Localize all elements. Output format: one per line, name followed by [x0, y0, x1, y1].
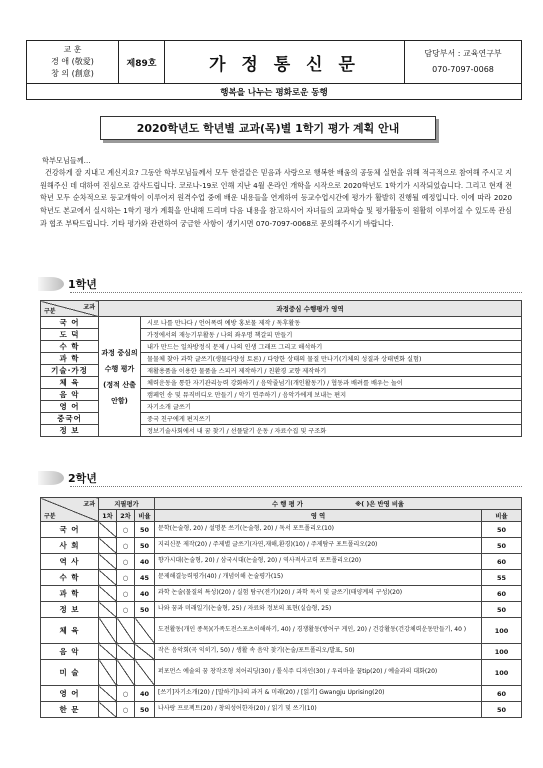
- header-test-rate: 비율: [135, 510, 155, 522]
- assessment-method-cell: 과정 중심의 수행 평가 (정적 산출 안함): [99, 317, 141, 437]
- header-performance-title: 수 행 평 가: [272, 501, 303, 508]
- second-test-cell: [117, 618, 135, 644]
- table-row: [41, 317, 522, 329]
- header-area: 영 역: [155, 510, 482, 522]
- masthead-title: 가 정 통 신 문: [165, 41, 405, 83]
- second-test-cell: ○: [117, 702, 135, 718]
- subject-cell: 국 어: [41, 522, 99, 538]
- subject-cell: 중국어: [41, 413, 99, 425]
- perf-rate-cell: 50: [482, 522, 522, 538]
- header-corner-cell: [41, 498, 99, 522]
- second-test-cell: ○: [117, 522, 135, 538]
- second-test-cell: ○: [117, 602, 135, 618]
- test-rate-cell: 50: [135, 522, 155, 538]
- first-test-cell: [99, 554, 117, 570]
- subject-cell: 과 학: [41, 586, 99, 602]
- letter-greeting: 학부모님들께...: [42, 156, 91, 165]
- area-cell: 퍼포먼스 예술의 꿈 창작조형 치어리딩(30) / 톨식주 디자인(30) / 우리마을 꿀tip(20) / 예술과의 대화(20): [155, 660, 482, 686]
- test-rate-cell: [135, 660, 155, 686]
- perf-rate-cell: 50: [482, 538, 522, 554]
- phone-number: 070-7097-0068: [432, 65, 494, 74]
- grade2-heading: [38, 470, 97, 486]
- subject-cell: 기술·가정: [41, 365, 99, 377]
- subject-cell: 한 문: [41, 702, 99, 718]
- table-row: [41, 702, 522, 718]
- subject-cell: 영 어: [41, 401, 99, 413]
- subject-cell: 국 어: [41, 317, 99, 329]
- perf-rate-cell: 100: [482, 644, 522, 660]
- test-rate-cell: [135, 644, 155, 660]
- document-title: 2020학년도 학년별 교과(목)별 1학기 평가 계획 안내: [100, 116, 436, 140]
- first-test-cell: [99, 522, 117, 538]
- grade1-table: [40, 300, 522, 437]
- section-divider: [70, 292, 522, 293]
- area-cell: 도전활동(개인 종목)(가족도전스포츠이해하기, 40) / 경쟁활동(방어구 게인, 20) / 건강활동(건강체력운동만들기, 40 ): [155, 618, 482, 644]
- table-row: [41, 602, 522, 618]
- department: 담당부서 : 교육연구부: [424, 49, 502, 58]
- perf-rate-cell: 60: [482, 554, 522, 570]
- content-cell: 물물체 찾아 과학 글쓰기(생물다양성 토론) / 다양한 상태의 물질 만나기(기체의 성질과 상태변화 실험): [141, 353, 522, 365]
- table-row: [41, 660, 522, 686]
- perf-rate-cell: 55: [482, 570, 522, 586]
- first-test-cell: [99, 618, 117, 644]
- header-perf-rate: 비율: [482, 510, 522, 522]
- subject-cell: 수 학: [41, 341, 99, 353]
- test-rate-cell: 40: [135, 586, 155, 602]
- test-rate-cell: 40: [135, 554, 155, 570]
- header-content: 과정중심 수행평가 영역: [99, 301, 522, 317]
- test-rate-cell: [135, 618, 155, 644]
- test-rate-cell: 50: [135, 602, 155, 618]
- content-cell: 중국 친구에게 편지쓰기: [141, 413, 522, 425]
- subject-cell: 도 덕: [41, 329, 99, 341]
- grade1-heading: [38, 276, 97, 292]
- first-test-cell: [99, 644, 117, 660]
- perf-rate-cell: 50: [482, 602, 522, 618]
- second-test-cell: ○: [117, 686, 135, 702]
- motto-label: 교 훈: [63, 45, 82, 54]
- content-cell: 캠페인 송 및 뮤직비디오 만들기 / 악기 연주하기 / 음악가에게 보내는 편지: [141, 389, 522, 401]
- corner-subject-label: 교과: [83, 501, 95, 508]
- first-test-cell: [99, 602, 117, 618]
- second-test-cell: ○: [117, 586, 135, 602]
- perf-rate-cell: 60: [482, 686, 522, 702]
- newsletter-header: [26, 40, 522, 84]
- table-row: [41, 522, 522, 538]
- area-cell: 나사랑 프로젝트(20) / 창의성어한자(20) / 읽기 및 쓰기(10): [155, 702, 482, 718]
- second-test-cell: [117, 660, 135, 686]
- school-motto: [27, 41, 119, 83]
- table-row: [41, 586, 522, 602]
- school-slogan: 행복을 나누는 평화로운 동행: [26, 84, 522, 100]
- area-cell: 향가시대(논술형, 20) / 삼국시대(논술형, 20) / 역사적사고력 포트폴리오(20): [155, 554, 482, 570]
- grade2-table: [40, 497, 522, 718]
- first-test-cell: [99, 660, 117, 686]
- perf-rate-cell: 50: [482, 702, 522, 718]
- content-cell: 시로 나를 만나다 / 언어폭력 예방 홍보물 제작 / 독후활동: [141, 317, 522, 329]
- content-cell: 재활용품을 이용한 물품을 스피커 제작하기 / 친환경 교향 제작하기: [141, 365, 522, 377]
- letter-body: 건강하게 잘 지내고 계신지요? 그동안 학부모님들께서 모두 한결같은 믿음과 사랑으로 행복한 배움의 공동체 실현을 위해 적극적으로 참여해 주시고 지원해주신 데 대하여 진심으로 감사드립니다. 코로나-19로 인해 지난 4월 온라인 개학을 시작으로 2020학년도 1학기가 시작되었습니다. 그리고 현재 전 학년 모두 순차적으로 등교개학이 이루어져 원격수업 중에 배운 내용들을 연계하여 등교수업시간에 평가가 활발히 진행될 예정입니다. 이에 따라 2020학년도 본교에서 실시하는 1학기 평가 계획을 안내해 드리며 다음 내용을 참고하시어 자녀들의 교과학습 및 평가활동이 원활히 이루어질 수 있도록 관심과 협조 부탁드립니다. 기타 평가와 관련하여 궁금한 사항이 생기시면 070-7097-0068로 문의해주시기 바랍니다.: [40, 168, 512, 228]
- corner-category-label: 구분: [44, 513, 56, 520]
- header-written-test: 지필평가: [99, 498, 155, 510]
- content-cell: 정보기술사회에서 내 꿈 찾기 / 선플달기 운동 / 자료수집 및 구조화: [141, 425, 522, 437]
- second-test-cell: [117, 644, 135, 660]
- content-cell: 내가 만드는 일차방정식 문제 / 나의 인생 그래프 그리고 해석하기: [141, 341, 522, 353]
- first-test-cell: [99, 702, 117, 718]
- test-rate-cell: 50: [135, 538, 155, 554]
- subject-cell: 체 육: [41, 618, 99, 644]
- issue-number: 제89호: [119, 41, 165, 83]
- header-corner-cell: [41, 301, 99, 317]
- subject-cell: 과 학: [41, 353, 99, 365]
- area-cell: 문학(논술형, 20) / 설명문 쓰기(논술형, 20) / 독서 포트폴리오(10): [155, 522, 482, 538]
- subject-cell: 역 사: [41, 554, 99, 570]
- subject-cell: 수 학: [41, 570, 99, 586]
- area-cell: 과학 논술(물질의 특성)(20) / 실험 탐구(전기)(20) / 과학 독서 및 글쓰기(태양계의 구성)(20): [155, 586, 482, 602]
- subject-cell: 체 육: [41, 377, 99, 389]
- subject-cell: 정 보: [41, 602, 99, 618]
- section-marker-icon: [38, 471, 64, 485]
- subject-cell: 정 보: [41, 425, 99, 437]
- area-cell: 지리신문 제작(20) / 주제별 글쓰기(자연,재해,환경)(10) / 주제탐구 포트폴리오(20): [155, 538, 482, 554]
- first-test-cell: [99, 586, 117, 602]
- corner-subject-label: 교과: [83, 304, 95, 311]
- subject-cell: 사 회: [41, 538, 99, 554]
- test-rate-cell: 45: [135, 570, 155, 586]
- subject-cell: 음 악: [41, 389, 99, 401]
- perf-rate-cell: 100: [482, 660, 522, 686]
- grade1-label: 1학년: [68, 278, 97, 291]
- motto-line-2: 창 의 (創意): [51, 69, 94, 78]
- table-row: [41, 618, 522, 644]
- section-divider: [70, 486, 522, 487]
- subject-cell: 미 술: [41, 660, 99, 686]
- contact-info: [405, 41, 521, 83]
- content-cell: 자기소개 글쓰기: [141, 401, 522, 413]
- table-row: [41, 644, 522, 660]
- area-cell: 문제해결능력평가(40) / 개념이해 논술평가(15): [155, 570, 482, 586]
- perf-rate-cell: 60: [482, 586, 522, 602]
- subject-cell: 음 악: [41, 644, 99, 660]
- content-cell: 가정에서의 재능기부활동 / 나의 좌우명 책갈피 만들기: [141, 329, 522, 341]
- table-header-row-1: [41, 498, 522, 510]
- corner-category-label: 구분: [44, 308, 56, 315]
- subject-cell: 영 어: [41, 686, 99, 702]
- area-cell: 작은 음악회(곡 익히기, 50) / 생활 속 음악 찾기(논술/포트폴리오/발표, 50): [155, 644, 482, 660]
- second-test-cell: ○: [117, 538, 135, 554]
- second-test-cell: ○: [117, 554, 135, 570]
- area-cell: 나와 꿈과 미래일기(논술형, 25) / 자료와 정보의 표현(실습형, 25): [155, 602, 482, 618]
- section-marker-icon: [38, 277, 64, 291]
- header-performance: [155, 498, 522, 510]
- first-test-cell: [99, 686, 117, 702]
- test-rate-cell: 50: [135, 702, 155, 718]
- perf-rate-cell: 100: [482, 618, 522, 644]
- header-second-test: 2차: [117, 510, 135, 522]
- grade2-label: 2학년: [68, 472, 97, 485]
- header-performance-note: ※( )은 반영 비율: [355, 501, 405, 508]
- motto-line-1: 경 애 (敬愛): [51, 57, 94, 66]
- table-header-row: [41, 301, 522, 317]
- table-row: [41, 554, 522, 570]
- header-first-test: 1차: [99, 510, 117, 522]
- area-cell: [쓰기]자기소개(20) / [말하기]나의 과거 & 미래(20) / [읽기] Gwangju Uprising(20): [155, 686, 482, 702]
- test-rate-cell: 40: [135, 686, 155, 702]
- second-test-cell: ○: [117, 570, 135, 586]
- content-cell: 체력운동을 통한 자기관리능력 강화하기 / 음악줄넘기(개인활동기) / 협동과 배려를 배우는 놀이: [141, 377, 522, 389]
- table-header-row-2: [41, 510, 522, 522]
- table-row: [41, 538, 522, 554]
- first-test-cell: [99, 570, 117, 586]
- table-row: [41, 686, 522, 702]
- table-row: [41, 570, 522, 586]
- first-test-cell: [99, 538, 117, 554]
